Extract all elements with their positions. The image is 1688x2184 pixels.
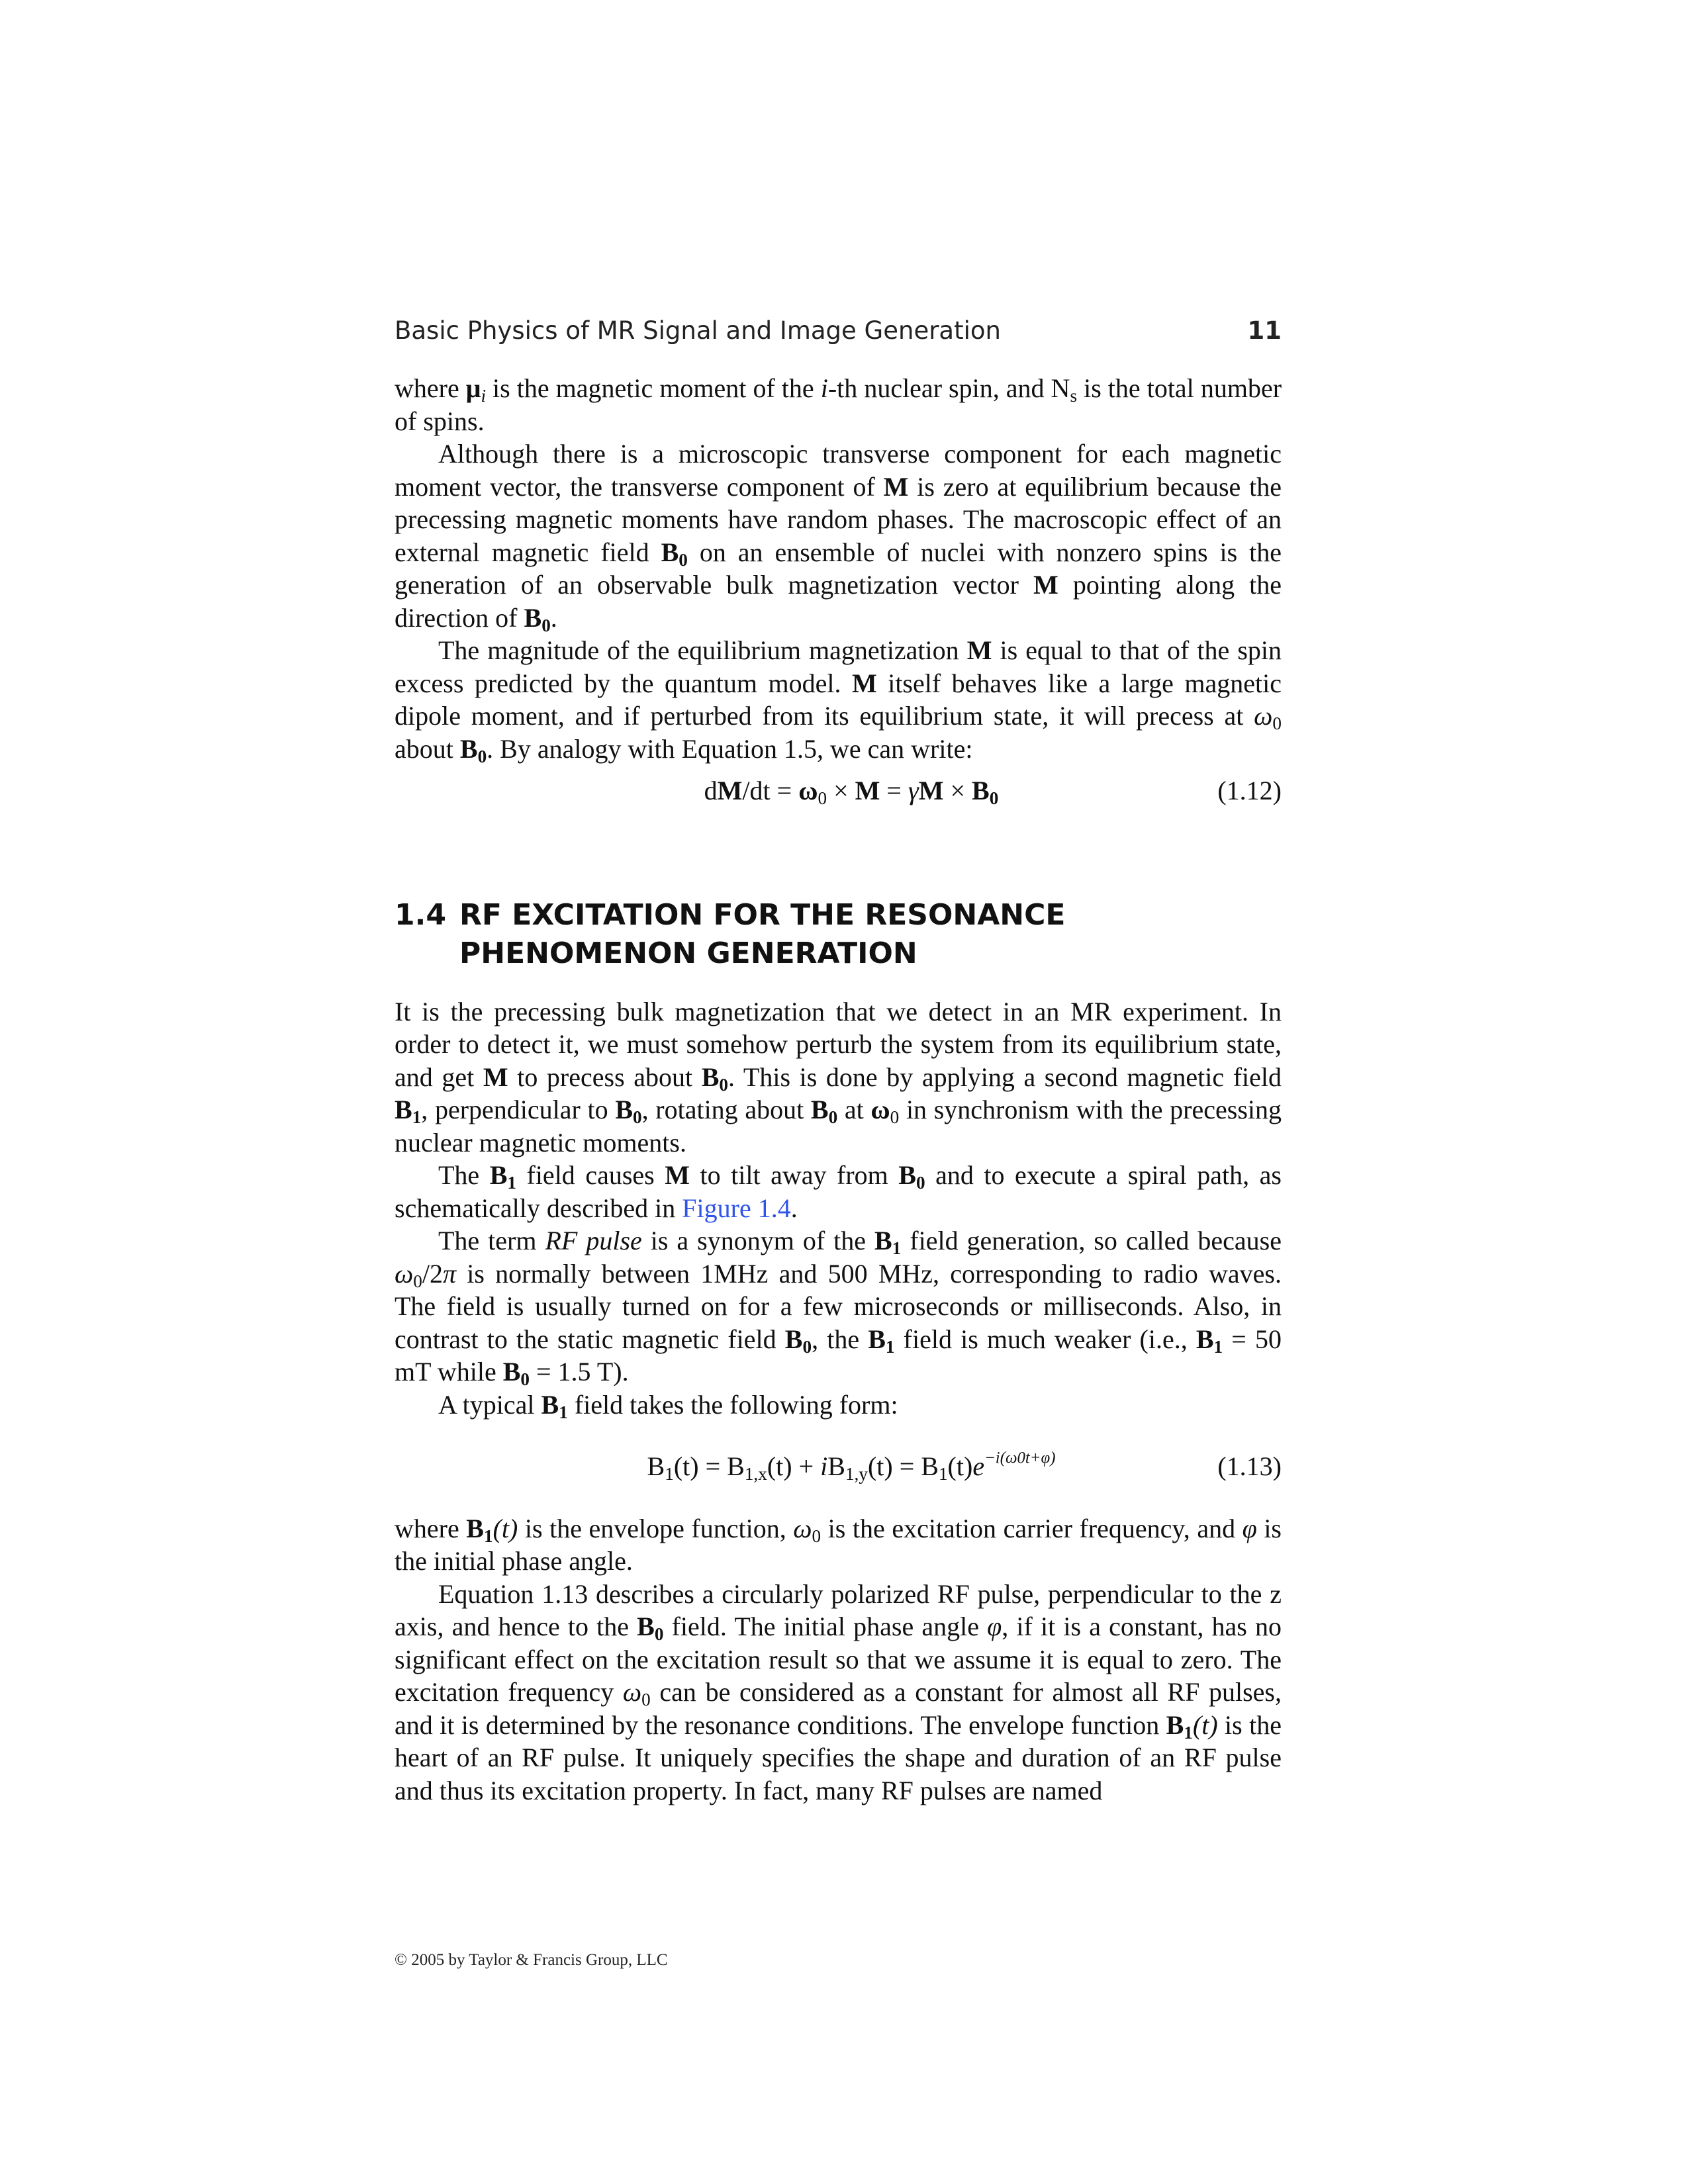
paragraph-typical-b1: A typical $B_1$ field takes the following form: bbox=[438, 1389, 898, 1422]
copyright-footer: © 2005 by Taylor & Francis Group, LLC bbox=[395, 1951, 668, 1969]
paragraph-moment-definition: where $\mu_i$ is the magnetic moment of the i-th nuclear spin, and $N_s$ is the total number of spins. bbox=[395, 373, 1282, 436]
equation-1-12 bbox=[395, 774, 1282, 807]
paragraph-magnitude: The magnitude of the equilibrium magnetization M is equal to that of the spin excess predicted by the quantum model. M itself behaves like a large magnetic dipole moment, and if perturbed from its equilibrium state, it will precess at $\omega_0$ about $B_0$. By analogy with Equation 1.5, we can write: bbox=[395, 635, 1282, 766]
running-title: Basic Physics of MR Signal and Image Generation bbox=[395, 316, 1001, 345]
equation-1-13-body: $B_1(t) = B_{1,x}(t) + iB_{1,y}(t) = B_1(t)e^{-i(\omega 0t+\varphi)}$ bbox=[647, 1449, 1056, 1484]
paragraph-detection: It is the precessing bulk magnetization that we detect in an MR experiment. In order to detect it, we must somehow perturb the system from its equilibrium state, and get M to precess about $B_0$. This is done by applying a second magnetic field $B_1$, perpendicular to $B_0$, rotating about $B_0$ at $\omega_0$ in synchronism with the precessing nuclear magnetic moments. bbox=[395, 996, 1282, 1158]
page-number: 11 bbox=[1247, 316, 1282, 345]
paragraph-envelope: where $B_1(t)$ is the envelope function, $\omega_0$ is the excitation carrier frequency, and φ is the initial phase angle. bbox=[395, 1513, 1282, 1576]
section-number: 1.4 bbox=[395, 897, 446, 932]
section-heading bbox=[395, 896, 1282, 973]
section-title-line2: PHENOMENON GENERATION bbox=[459, 936, 917, 970]
equation-1-13 bbox=[395, 1450, 1282, 1483]
paragraph-transverse-component: Although there is a microscopic transverse component for each magnetic moment vector, the transverse component of M is zero at equilibrium because the precessing magnetic moments have random phases. The macroscopic effect of an external magnetic field $B_0$ on an ensemble of nuclei with nonzero spins is the generation of an observable bulk magnetization vector M pointing along the direction of $B_0$. bbox=[395, 439, 1282, 635]
equation-1-13-number: (1.13) bbox=[1217, 1451, 1282, 1481]
section-title-line1: RF EXCITATION FOR THE RESONANCE bbox=[459, 897, 1066, 932]
paragraph-b1-field: The $B_1$ field causes M to tilt away from $B_0$ and to execute a spiral path, as schematically described in Figure 1.4. bbox=[395, 1160, 1282, 1223]
running-header bbox=[395, 316, 1282, 356]
figure-1-4-link[interactable]: Figure 1.4 bbox=[682, 1193, 791, 1223]
equation-1-12-number: (1.12) bbox=[1217, 776, 1282, 805]
paragraph-equation-description: Equation 1.13 describes a circularly polarized RF pulse, perpendicular to the z axis, and hence to the $B_0$ field. The initial phase angle φ, if it is a constant, has no significant effect on the excitation result so that we assume it is equal to zero. The excitation frequency $\omega_0$ can be considered as a constant for almost all RF pulses, and it is determined by the resonance conditions. The envelope function $B_1(t)$ is the heart of an RF pulse. It uniquely specifies the shape and duration of an RF pulse and thus its excitation property. In fact, many RF pulses are named bbox=[395, 1578, 1282, 1805]
body-text bbox=[395, 372, 1282, 1807]
paragraph-rf-pulse: The term RF pulse is a synonym of the $B_1$ field generation, so called because $\omega_0/2\pi$ is normally between 1MHz and 500 MHz, corresponding to radio waves. The field is usually turned on for a few microseconds or milliseconds. Also, in contrast to the static magnetic field $B_0$, the $B_1$ field is much weaker (i.e., $B_1 = 50$ mT while $B_0 = 1.5$ T). bbox=[395, 1226, 1282, 1389]
equation-1-12-body: $dM/dt = \omega_0 \times M = \gamma M \times B_0$ bbox=[704, 776, 999, 808]
